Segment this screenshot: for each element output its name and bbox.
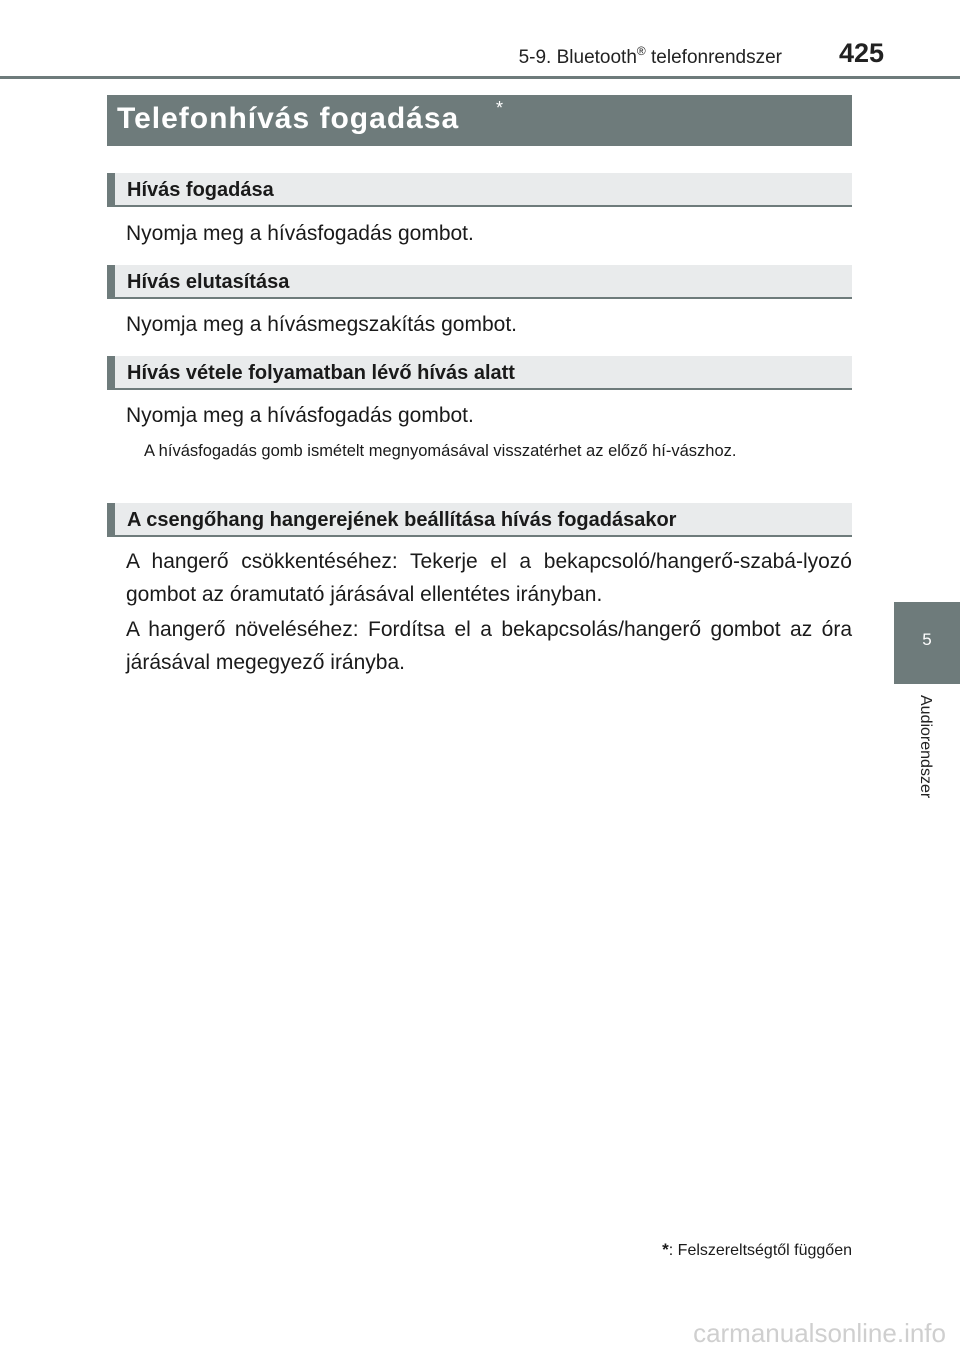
body-paragraph: Nyomja meg a hívásmegszakítás gombot. — [126, 313, 518, 336]
page-number: 425 — [838, 38, 884, 68]
footnote — [662, 1240, 852, 1260]
chapter-tab — [894, 602, 960, 684]
asterisk-icon: * — [496, 98, 504, 118]
section-heading-text: Hívás vétele folyamatban lévő hívás alatt — [127, 362, 515, 384]
body-paragraph: A hangerő növeléséhez: Fordítsa el a bekapcsolás/hangerő gombot az óra járásával megegyező irányba. — [126, 618, 852, 674]
section-heading — [107, 503, 852, 537]
body-paragraph: Nyomja meg a hívásfogadás gombot. — [126, 222, 474, 245]
header-divider — [0, 76, 960, 79]
chapter-side-label — [916, 695, 938, 830]
chapter-number: 5 — [922, 630, 932, 649]
section-heading-text: A csengőhang hangerejének beállítása hívás fogadásakor — [127, 509, 677, 531]
body-paragraph: A hangerő csökkentéséhez: Tekerje el a bekapcsoló/hangerő-szabá-lyozó gombot az óramutató járásával ellentétes irányban. — [126, 550, 852, 606]
chapter-section-title — [519, 44, 782, 69]
asterisk-icon: * — [662, 1240, 669, 1259]
section-heading — [107, 173, 852, 207]
registered-mark: ® — [636, 44, 646, 58]
body-paragraph: Nyomja meg a hívásfogadás gombot. — [126, 404, 474, 427]
section-suffix: telefonrendszer — [645, 47, 782, 68]
watermark: carmanualsonline.info — [693, 1318, 946, 1348]
section-heading — [107, 356, 852, 390]
note-paragraph: A hívásfogadás gomb ismételt megnyomásával visszatérhet az előző hí-vászhoz. — [144, 442, 737, 460]
section-heading-text: Hívás elutasítása — [127, 271, 290, 293]
page-title-bar — [107, 95, 852, 146]
footnote-text: : Felszereltségtől függően — [668, 1242, 852, 1259]
section-heading — [107, 265, 852, 299]
chapter-name: Audiorendszer — [917, 695, 934, 799]
page-title: Telefonhívás fogadása — [117, 102, 460, 135]
section-heading-text: Hívás fogadása — [127, 179, 274, 201]
section-label: 5-9. Bluetooth — [518, 47, 637, 68]
